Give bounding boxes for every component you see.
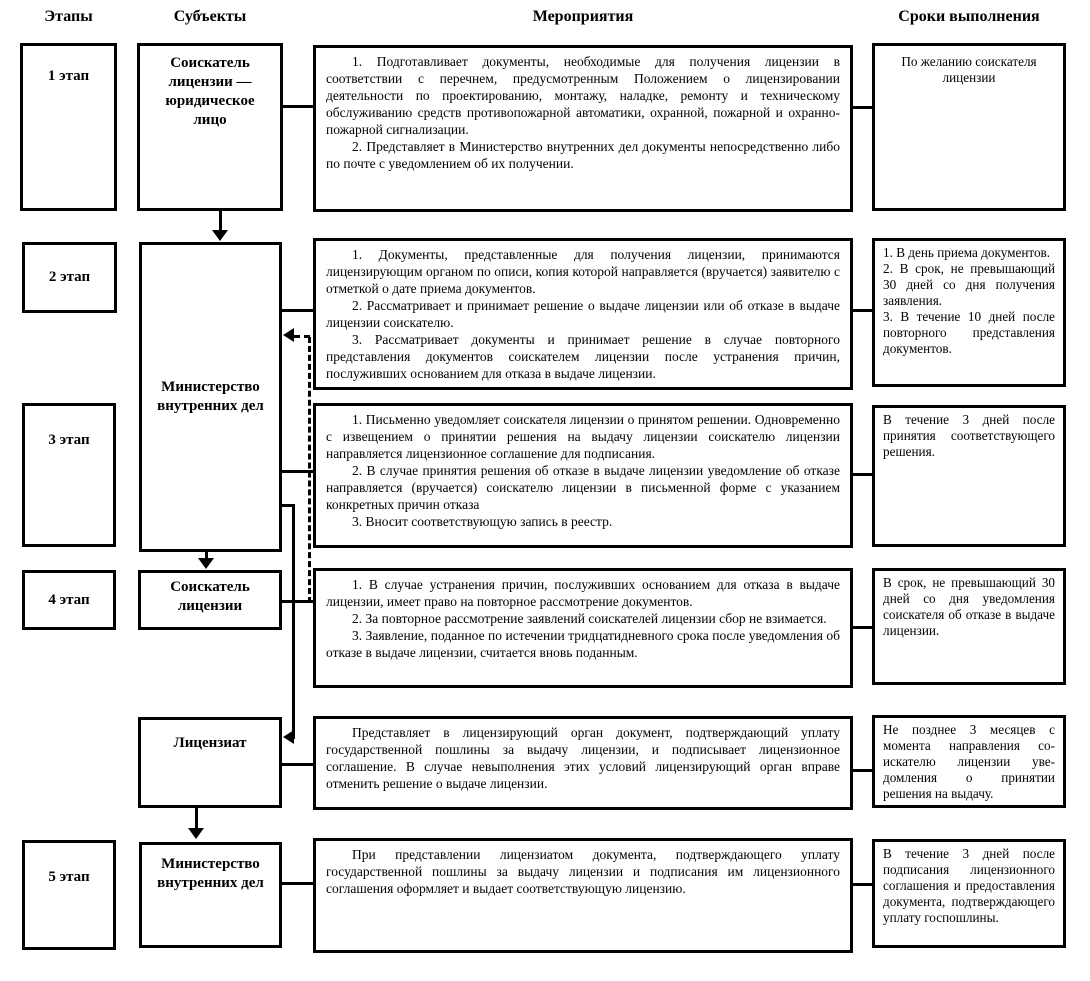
- activities-box-6: [313, 838, 853, 953]
- subject-box-applicant-legal-entity: Соискатель лицензии — юридическое лицо: [137, 43, 283, 211]
- activities-box-2: [313, 238, 853, 390]
- activities-paragraph: 2. За повторное рассмотрение заявлений соискателей лицензии сбор не взимается.: [352, 611, 827, 626]
- connector-line: [851, 309, 872, 312]
- deadline-paragraph: 2. В срок, не превышающий 30 дней со дня получения заявления.: [883, 261, 1055, 308]
- stage-box-2: 2 этап: [22, 242, 117, 313]
- stage-box-4: 4 этап: [22, 570, 116, 630]
- stage-box-5: 5 этап: [22, 840, 116, 950]
- deadline-paragraph: Не позднее 3 месяцев с момента направления соискателю лицензии уведомления о принятии решения на выдачу.: [883, 722, 1055, 801]
- activities-paragraph: 1. В случае устранения причин, послуживших основанием для отказа в выдаче лицензии, имеет право на повторное рассмотрение документов.: [326, 577, 840, 609]
- arrow-down-icon: [188, 828, 204, 839]
- stage-box-1: 1 этап: [20, 43, 117, 211]
- activities-paragraph: 3. Вносит соответствующую запись в реестр.: [352, 514, 613, 529]
- connector-line: [851, 626, 872, 629]
- activities-paragraph: Представляет в лицензирующий орган документ, подтверждающий уплату государственной пошлины за выдачу лицензии, и подписывает лицензионное соглашение. В случае невыполнения этих условий лицензирующий орган вправе отменить решение о выдаче лицензии.: [326, 725, 840, 791]
- column-header-stages: Этапы: [44, 8, 93, 25]
- arrow-left-icon: [283, 328, 294, 342]
- activities-paragraph: 3. Рассматривает документы и принимает решение в случае повторного представления документов соискателем лицензии после устранения причин, послуживших основанием для отказа в выдаче лицензии.: [326, 332, 840, 381]
- deadline-paragraph: По желанию соискателя лицензии: [901, 54, 1037, 85]
- subject-box-ministry-internal-affairs-2: Министерство внутренних дел: [139, 842, 282, 948]
- subject-box-licensee: Лицензиат: [138, 717, 282, 808]
- arrow-down-icon: [198, 558, 214, 569]
- connector-line: [851, 769, 872, 772]
- dashed-feedback-line: [294, 335, 310, 338]
- connector-line: [280, 882, 313, 885]
- deadline-box-5: [872, 715, 1066, 808]
- column-header-deadlines: Сроки выполнения: [898, 8, 1040, 25]
- column-header-activities: Мероприятия: [532, 8, 634, 25]
- arrow-left-icon: [283, 730, 294, 744]
- activities-paragraph: 2. Представляет в Министерство внутренних дел документы непосредственно либо по почте с уведомлением об их получении.: [326, 139, 840, 171]
- deadline-box-2: [872, 238, 1066, 387]
- activities-paragraph: 1. Документы, представленные для получения лицензии, принимаются лицензирующим органом по описи, копия которой направляется (вручается) заявителю с отметкой о дате приема документов.: [326, 247, 840, 296]
- dashed-feedback-line: [308, 337, 311, 603]
- activities-box-3: [313, 403, 853, 548]
- activities-paragraph: 2. В случае принятия решения об отказе в выдаче лицензии уведомление об отказе направляется (вручается) соискателю лицензии в письменной форме с указанием конкретных причин отказа: [326, 463, 840, 512]
- connector-line: [280, 763, 313, 766]
- activities-paragraph: При представлении лицензиатом документа, подтверждающего уплату государственной пошлины за выдачу лицензии и подписания им лицензионного соглашения оформляет и выдает соответствующую лицензию.: [326, 847, 840, 896]
- column-header-subjects: Субъекты: [173, 8, 247, 25]
- connector-line: [851, 883, 872, 886]
- connector-line: [280, 309, 313, 312]
- deadline-box-4: [872, 568, 1066, 685]
- deadline-paragraph: 1. В день приема документов.: [883, 245, 1051, 260]
- activities-paragraph: 3. Заявление, поданное по истечении тридцатидневного срока после уведомления об отказе в выдаче лицензии, считается вновь поданным.: [326, 628, 840, 660]
- arrow-down-icon: [212, 230, 228, 241]
- deadline-paragraph: 3. В течение 10 дней после повторного представления документов.: [883, 309, 1055, 356]
- deadline-paragraph: В течение 3 дней после подписания лицензионного соглашения и предоставления документа, подтверждающего уплату госпошлины.: [883, 846, 1055, 925]
- activities-box-4: [313, 568, 853, 688]
- deadline-paragraph: В срок, не превышающий 30 дней со дня уведомления соискателя об отказе в выдаче лицензии.: [883, 575, 1055, 638]
- deadline-box-3: [872, 405, 1066, 547]
- activities-paragraph: 1. Подготавливает документы, необходимые для получения лицензии в соответствии с перечнем, предусмотренным Положением о лицензировании деятельности по проектированию, монтажу, наладке, ремонту и техническому обслуживанию средств противопожарной автоматики, охранной, пожарной и охранно-пожарной сигнализации.: [326, 54, 840, 137]
- subject-box-ministry-internal-affairs: Министерство внутренних дел: [139, 242, 282, 552]
- subject-box-license-applicant: Соискатель лицензии: [138, 570, 282, 630]
- activities-paragraph: 1. Письменно уведомляет соискателя лицензии о принятом решении. Одновременно с извещением о принятии решения на выдачу лицензии соискателю лицензии направляется лицензионное соглашение для подписания.: [326, 412, 840, 461]
- connector-line: [280, 105, 313, 108]
- deadline-box-6: [872, 839, 1066, 948]
- activities-box-1: [313, 45, 853, 212]
- flow-line-licensee-to-mvd: [195, 806, 198, 830]
- deadline-box-1: [872, 43, 1066, 211]
- connector-line: [851, 473, 872, 476]
- connector-line: [851, 106, 872, 109]
- feedback-line-mvd-to-licensee: [292, 504, 295, 739]
- flow-line-applicant-to-mvd: [219, 209, 222, 232]
- activities-paragraph: 2. Рассматривает и принимает решение о выдаче лицензии или об отказе в выдаче лицензии соискателю.: [326, 298, 840, 330]
- deadline-paragraph: В течение 3 дней после принятия соответствующего решения.: [883, 412, 1055, 459]
- activities-box-5: [313, 716, 853, 810]
- stage-box-3: 3 этап: [22, 403, 116, 547]
